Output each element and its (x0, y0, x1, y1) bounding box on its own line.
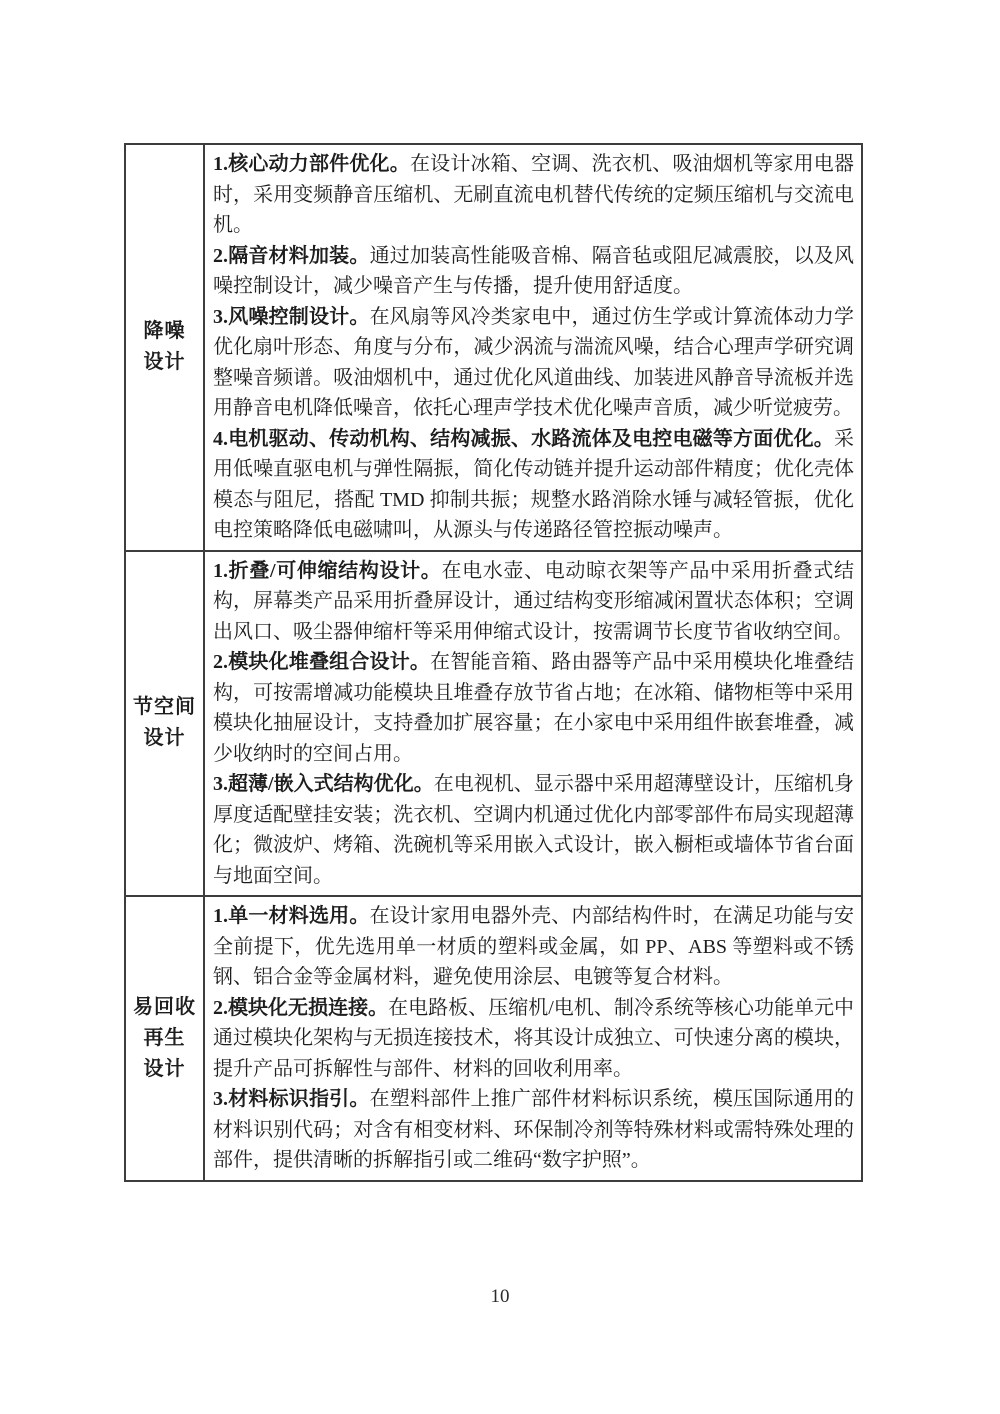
guideline-title: 2.隔音材料加装。 (213, 244, 370, 267)
guideline-title: 2.模块化堆叠组合设计。 (213, 651, 431, 673)
row-content-recyclability (205, 897, 861, 1180)
guideline-title: 3.超薄/嵌入式结构优化。 (213, 773, 434, 795)
guideline-body: 在塑料部件上推广部件材料标识系统，模压国际通用的材料识别代码；对含有相变材料、环保制冷剂等特殊材料或需特殊处理的部件，提供清晰的拆解指引或二维码“数字护照”。 (213, 1088, 855, 1171)
guideline-title: 1.核心动力部件优化。 (213, 153, 410, 175)
row-header-line: 设计 (143, 727, 186, 750)
row-header-line: 设计 (143, 1057, 186, 1080)
guideline-title: 1.单一材料选用。 (213, 905, 370, 927)
guideline-title: 3.材料标识指引。 (213, 1088, 370, 1110)
guideline-body: 通过加装高性能吸音棉、隔音毡或阻尼减震胶，以及风噪控制设计，减少噪音产生与传播，提升使用舒适度。 (213, 244, 855, 297)
guideline-item (213, 149, 854, 241)
row-header-noise-reduction (126, 145, 205, 550)
guideline-item (213, 647, 854, 769)
guideline-body: 采用低噪直驱电机与弹性隔振，简化传动链并提升运动部件精度；优化壳体模态与阻尼，搭配 TMD 抑制共振；规整水路消除水锤与减轻管振，优化电控策略降低电磁啸叫，从源头与传递路径管控振动噪声。 (213, 427, 854, 541)
guideline-item (213, 769, 854, 891)
row-header-line: 降噪 (143, 320, 186, 343)
guideline-item (213, 556, 854, 648)
guideline-item (213, 241, 854, 302)
guideline-item (213, 1084, 854, 1176)
row-header-recyclability (126, 897, 205, 1180)
guideline-item (213, 424, 854, 546)
row-content-noise-reduction (205, 145, 861, 550)
guideline-title: 3.风噪控制设计。 (213, 305, 370, 328)
guideline-item (213, 993, 854, 1085)
row-header-line: 节空间 (133, 696, 196, 719)
guideline-body: 在电路板、压缩机/电机、制冷系统等核心功能单元中通过模块化架构与无损连接技术，将其设计成独立、可快速分离的模块，提升产品可拆解性与部件、材料的回收利用率。 (213, 996, 854, 1080)
table-row-noise-reduction (126, 145, 861, 550)
table-row-space-saving (126, 550, 861, 896)
guideline-body: 在智能音箱、路由器等产品中采用模块化堆叠结构，可按需增减功能模块且堆叠存放节省占地；在冰箱、储物柜等中采用模块化抽屉设计，支持叠加扩展容量；在小家电中采用组件嵌套堆叠，减少收纳时的空间占用。 (213, 651, 855, 765)
row-header-line: 设计 (143, 351, 186, 374)
row-header-space-saving (126, 552, 205, 896)
table-row-recyclability (126, 895, 861, 1180)
guideline-body: 在电视机、显示器中采用超薄壁设计，压缩机身厚度适配壁挂安装；洗衣机、空调内机通过优化内部零部件布局实现超薄化；微波炉、烤箱、洗碗机等采用嵌入式设计，嵌入橱柜或墙体节省台面与地面空间。 (213, 773, 855, 887)
guideline-body: 在设计家用电器外壳、内部结构件时，在满足功能与安全前提下，优先选用单一材质的塑料或金属，如 PP、ABS 等塑料或不锈钢、铝合金等金属材料，避免使用涂层、电镀等复合材料。 (213, 905, 855, 988)
guideline-item (213, 901, 854, 993)
guideline-title: 4.电机驱动、传动机构、结构减振、水路流体及电控电磁等方面优化。 (213, 427, 834, 450)
guideline-title: 1.折叠/可伸缩结构设计。 (213, 559, 442, 582)
guideline-body: 在电水壶、电动晾衣架等产品中采用折叠式结构，屏幕类产品采用折叠屏设计，通过结构变形缩减闲置状态体积；空调出风口、吸尘器伸缩杆等采用伸缩式设计，按需调节长度节省收纳空间。 (213, 559, 854, 643)
guideline-item (213, 302, 854, 424)
guideline-title: 2.模块化无损连接。 (213, 996, 389, 1019)
guideline-body: 在设计冰箱、空调、洗衣机、吸油烟机等家用电器时，采用变频静音压缩机、无刷直流电机替代传统的定频压缩机与交流电机。 (213, 153, 855, 236)
row-header-line: 再生 (143, 1026, 186, 1049)
guideline-body: 在风扇等风冷类家电中，通过仿生学或计算流体动力学优化扇叶形态、角度与分布，减少涡流与湍流风噪，结合心理声学研究调整噪音频谱。吸油烟机中，通过优化风道曲线、加装进风静音导流板并选用静音电机降低噪音，依托心理声学技术优化噪声音质，减少听觉疲劳。 (213, 305, 855, 419)
row-content-space-saving (205, 552, 861, 896)
design-strategies-table (124, 143, 863, 1182)
page-number: 10 (490, 1286, 510, 1307)
row-header-line: 易回收 (133, 995, 196, 1018)
